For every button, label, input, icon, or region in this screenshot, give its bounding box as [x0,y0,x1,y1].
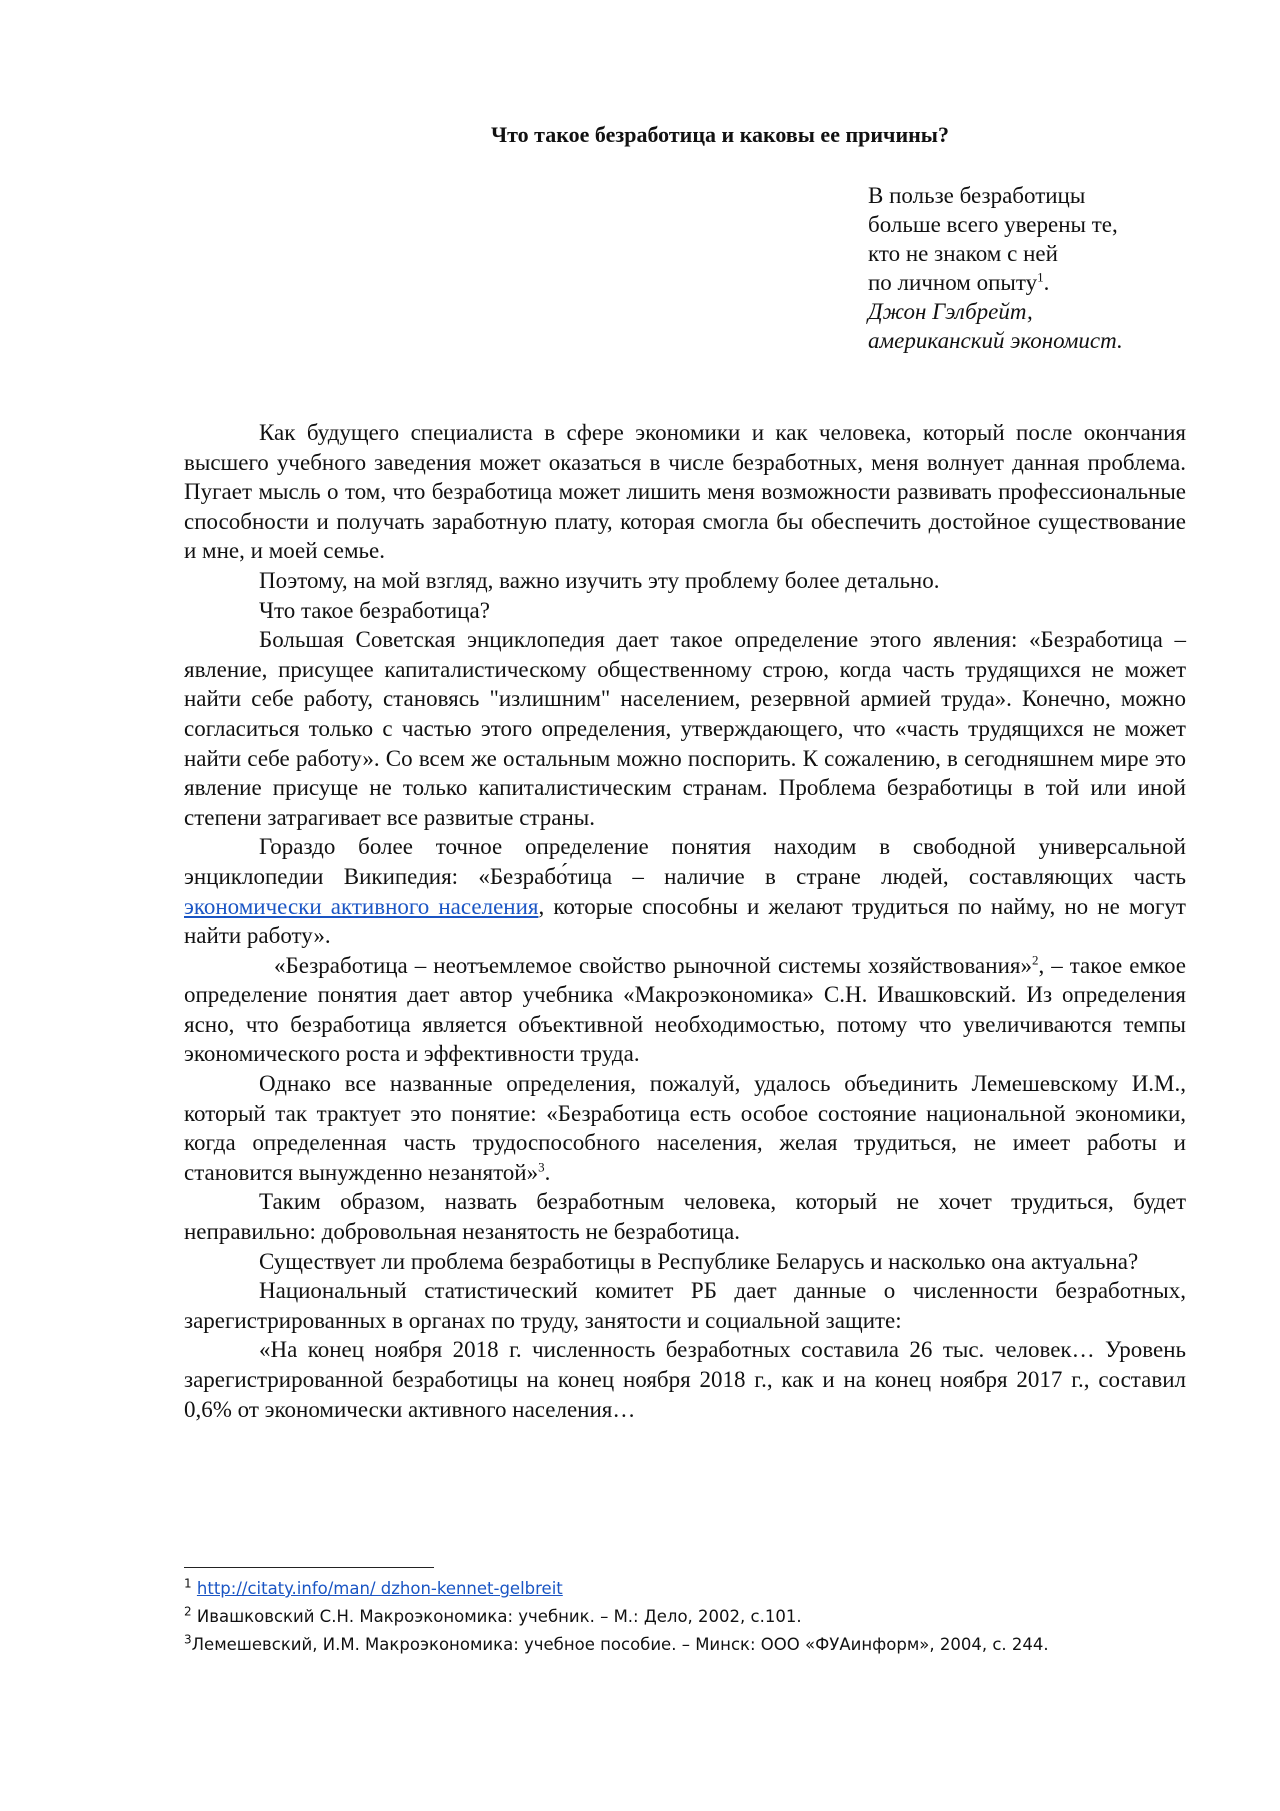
footnote [184,1603,1186,1631]
footnote-number: 2 [184,1604,192,1619]
essay-body [184,418,1186,1424]
epigraph-line: больше всего уверены те, [868,212,1118,237]
paragraph-text: , – такое емкое определение понятия дает автор учебника «Макроэкономика» С.Н. Ивашковский. Из определения ясно, что безработица является объективной необходимостью, потому что увеличиваются темпы экономического роста и эффективности труда. [184,952,1187,1067]
footnote-ref-2[interactable]: 2 [1031,952,1039,968]
epigraph-author-role: американский экономист. [868,328,1123,353]
footnote-ref-1[interactable]: 1 [1037,269,1044,285]
paragraph-text: Однако все названные определения, пожалуй, удалось объединить Лемешевскому И.М., который так трактует это понятие: «Безработица есть особое состояние национальной экономики, когда определенная часть трудоспособного населения, желая трудиться, не имеет работы и становится вынужденно незанятой» [184,1071,1186,1185]
paragraph-text: «Безработица – неотъемлемое свойство рыночной системы хозяйствования» [274,952,1032,978]
footnote [184,1631,1186,1659]
paragraph: «На конец ноября 2018 г. численность безработных составила 26 тыс. человек… Уровень зарегистрированной безработицы на конец ноября 2018 г., как и на конец ноября 2017 г., составил 0,6% от экономически активного населения… [184,1337,1186,1422]
footnote-link[interactable]: http://citaty.info/man/ dzhon-kennet-gelbreit [196,1579,563,1598]
paragraph: Большая Советская энциклопедия дает такое определение этого явления: «Безработица – явление, присущее капиталистическому общественному строю, когда часть трудящихся не может найти себе работу, становясь "излишним" населением, резервной армией труда». Конечно, можно согласиться только с частью этого определения, утверждающего, что «часть трудящихся не может найти себе работу». Со всем же остальным можно поспорить. К сожалению, в сегодняшнем мире это явление присуще не только капиталистическим странам. Проблема безработицы в той или иной степени затрагивает все развитые страны. [184,627,1186,830]
paragraph [184,951,1186,1069]
footnotes [184,1575,1186,1659]
paragraph: Как будущего специалиста в сфере экономики и как человека, который после окончания высшего учебного заведения может оказаться в числе безработных, меня волнует данная проблема. Пугает мысль о том, что безработица может лишить меня возможности развивать профессиональные способности и получать заработную плату, которая смогла бы обеспечить достойное существование и мне, и моей семье. [184,420,1186,564]
paragraph: Таким образом, назвать безработным человека, который не хочет трудиться, будет неправильно: добровольная незанятость не безработица. [184,1189,1186,1245]
footnote-separator [184,1567,434,1568]
document-title: Что такое безработица и каковы ее причины? [491,122,949,147]
footnote [184,1575,1186,1603]
paragraph: Национальный статистический комитет РБ дает данные о численности безработных, зарегистрированных в органах по труду, занятости и социальной защите: [184,1278,1186,1333]
footnote-text: Ивашковский С.Н. Макроэкономика: учебник. – М.: Дело, 2002, с.101. [191,1607,802,1626]
footnote-number: 1 [184,1576,192,1591]
paragraph-text: , которые способны и желают трудиться по найму, но не могут найти работу». [184,893,1186,949]
epigraph-line-text: по личном опыту [868,270,1038,295]
epigraph-line: В пользе безработицы [868,183,1086,208]
footnote-number: 3 [184,1632,192,1647]
footnote-ref-3[interactable]: 3 [538,1159,545,1175]
epigraph-period: . [1043,270,1050,295]
paragraph-text: Гораздо более точное определение понятия находим в свободной универсальной энциклопедии Википедия: «Безрабо́тица – наличие в стране людей, составляющих часть [184,834,1186,889]
paragraph: Существует ли проблема безработицы в Республике Беларусь и насколько она актуальна? [259,1248,1139,1274]
paragraph-text: . [544,1159,551,1185]
footnote-text: Лемешевский, И.М. Макроэкономика: учебное пособие. – Минск: ООО «ФУАинформ», 2004, с. 244. [191,1635,1049,1654]
paragraph [184,832,1186,950]
paragraph: Что такое безработица? [259,597,490,623]
paragraph [184,1069,1186,1187]
epigraph [868,181,1228,355]
wikipedia-link[interactable]: экономически активного населения [184,893,539,919]
paragraph: Поэтому, на мой взгляд, важно изучить эту проблему более детально. [259,567,940,593]
epigraph-line: кто не знаком с ней [868,241,1058,266]
epigraph-author: Джон Гэлбрейт, [868,299,1033,324]
epigraph-line [868,268,1228,297]
